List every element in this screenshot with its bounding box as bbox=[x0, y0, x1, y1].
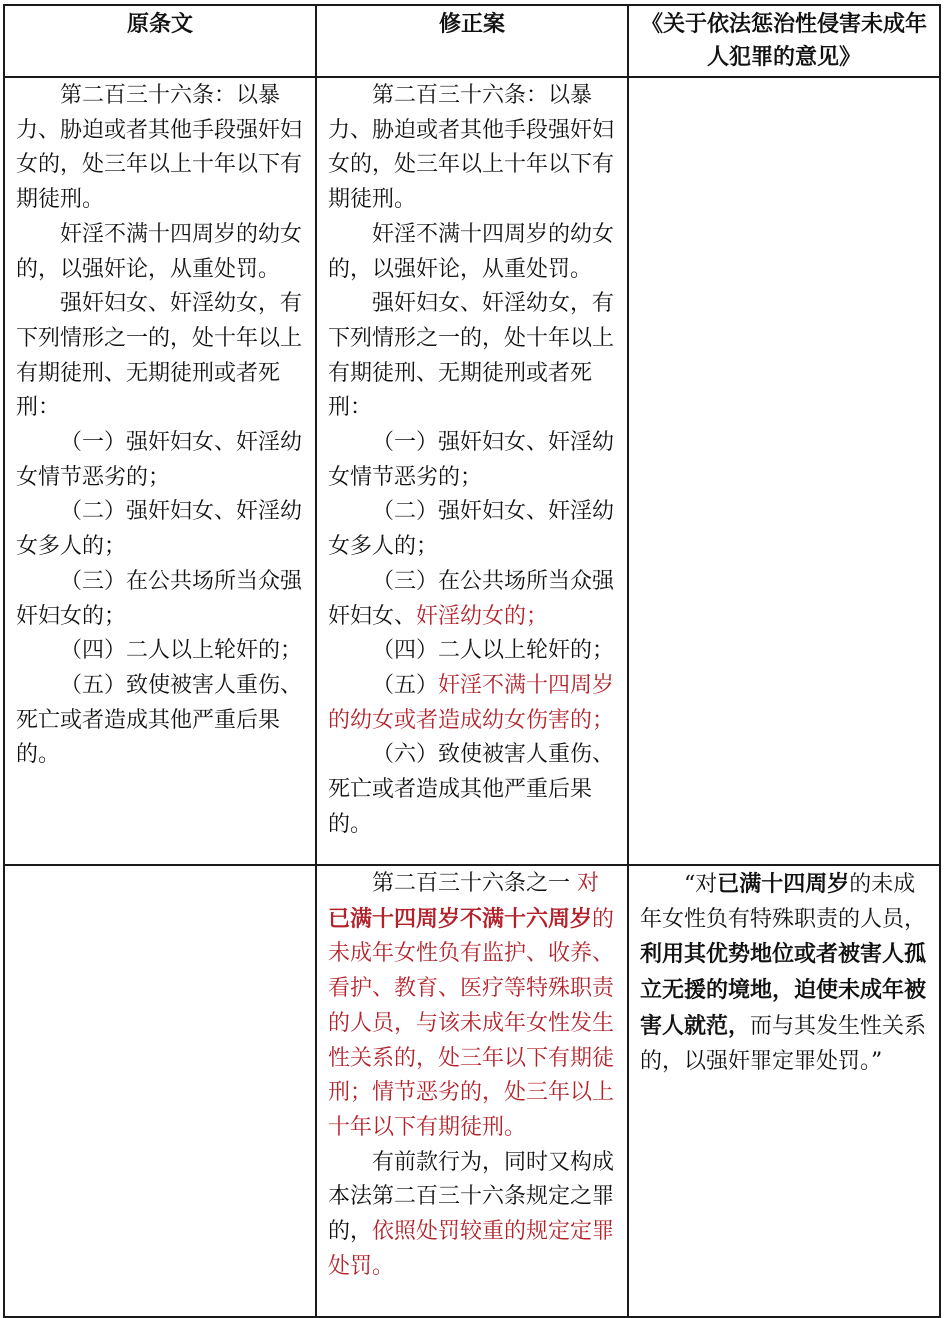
comparison-table bbox=[3, 4, 941, 1318]
paragraph bbox=[328, 1146, 619, 1285]
header-amendment: 修正案 bbox=[316, 5, 628, 77]
text-run: （五） bbox=[372, 672, 439, 698]
amended-text: 依照处罚较重的规定定罪处罚。 bbox=[328, 1219, 615, 1279]
header-row bbox=[4, 5, 940, 77]
paragraph: （三）在公共场所当众强奸妇女的； bbox=[16, 568, 303, 629]
paragraph: （四）二人以上轮奸的； bbox=[372, 638, 615, 664]
cell-original-236-1 bbox=[4, 865, 316, 1317]
paragraph: 第二百三十六条：以暴力、胁迫或者其他手段强奸妇女的，处三年以上十年以下有期徒刑。 bbox=[328, 83, 615, 213]
amended-text: 的未成年女性负有监护、收养、看护、教育、医疗等特殊职责的人员，与该未成年女性发生性关系的，处三年以下有期徒刑；情节恶劣的，处三年以上十年以下有期徒刑。 bbox=[328, 906, 615, 1140]
header-opinion: 《关于依法惩治性侵害未成年人犯罪的意见》 bbox=[628, 5, 940, 77]
bold-text: 利用其优势地位或者被害人孤立无援的境地，迫使未成年被害人就范， bbox=[640, 941, 927, 1039]
amended-bold-text: 已满十四周岁不满十六周岁 bbox=[328, 905, 593, 932]
text-run: 的未成年女性负有特殊职责的人员， bbox=[640, 872, 927, 932]
amended-text: 奸淫幼女的； bbox=[416, 603, 549, 629]
text-run: 而与其发生性关系的，以强奸罪定罪处罚。” bbox=[640, 1013, 927, 1074]
cell-original-236 bbox=[4, 77, 316, 865]
paragraph: （一）强奸妇女、奸淫幼女情节恶劣的； bbox=[16, 430, 303, 490]
cell-opinion-236 bbox=[628, 77, 940, 865]
paragraph: （六）致使被害人重伤、死亡或者造成其他严重后果的。 bbox=[328, 742, 615, 837]
text-run: “对 bbox=[684, 872, 718, 897]
paragraph bbox=[328, 669, 619, 738]
paragraph: （二）强奸妇女、奸淫幼女多人的； bbox=[328, 499, 615, 560]
paragraph: （五）致使被害人重伤、死亡或者造成其他严重后果的。 bbox=[16, 672, 303, 768]
paragraph: 奸淫不满十四周岁的幼女的，以强奸论，从重处罚。 bbox=[16, 221, 303, 282]
paragraph bbox=[640, 867, 931, 1079]
cell-amendment-236 bbox=[316, 77, 628, 865]
paragraph: 奸淫不满十四周岁的幼女的，以强奸论，从重处罚。 bbox=[328, 221, 615, 282]
text-run: （三）在公共场所当众强奸妇女、 bbox=[328, 568, 615, 629]
amended-text: 对 bbox=[577, 871, 600, 896]
row-article-236 bbox=[4, 77, 940, 865]
text-run: 第二百三十六条之一 bbox=[372, 871, 577, 896]
header-original: 原条文 bbox=[4, 5, 316, 77]
paragraph: （二）强奸妇女、奸淫幼女多人的； bbox=[16, 499, 303, 560]
cell-opinion-236-1 bbox=[628, 865, 940, 1317]
paragraph bbox=[328, 565, 619, 634]
cell-amendment-236-1 bbox=[316, 865, 628, 1317]
paragraph: （四）二人以上轮奸的； bbox=[60, 638, 303, 664]
paragraph: 第二百三十六条：以暴力、胁迫或者其他手段强奸妇女的，处三年以上十年以下有期徒刑。 bbox=[16, 83, 303, 213]
text-run: 有前款行为，同时又构成本法第二百三十六条规定之罪的， bbox=[328, 1149, 615, 1245]
paragraph: 强奸妇女、奸淫幼女，有下列情形之一的，处十年以上有期徒刑、无期徒刑或者死刑： bbox=[16, 291, 303, 421]
paragraph: （一）强奸妇女、奸淫幼女情节恶劣的； bbox=[328, 430, 615, 490]
bold-text: 已满十四周岁 bbox=[717, 871, 850, 897]
row-article-236-1 bbox=[4, 865, 940, 1317]
amended-text: 奸淫不满十四周岁的幼女或者造成幼女伤害的； bbox=[328, 672, 615, 733]
paragraph: 强奸妇女、奸淫幼女，有下列情形之一的，处十年以上有期徒刑、无期徒刑或者死刑： bbox=[328, 291, 615, 421]
paragraph bbox=[328, 867, 619, 1146]
